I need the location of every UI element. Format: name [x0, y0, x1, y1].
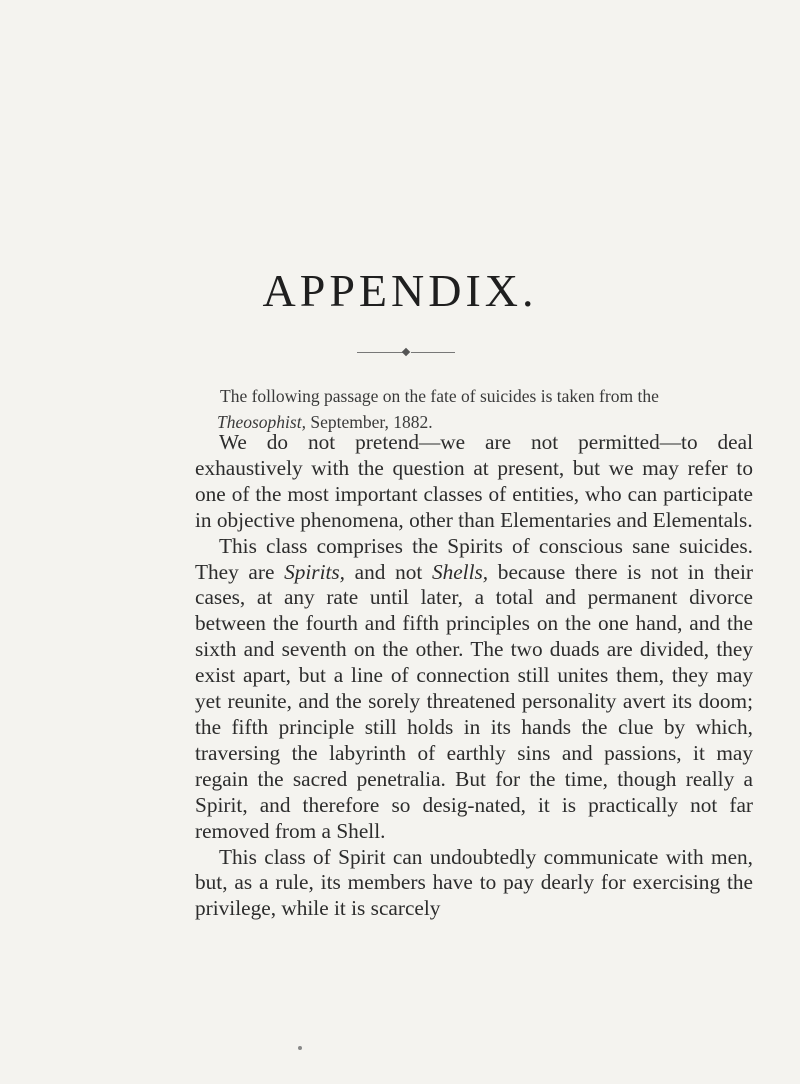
- paper-speck: [298, 1046, 302, 1050]
- intro-line: The following passage on the fate of suicides is taken from the: [220, 386, 659, 406]
- paragraph-2-part-3: because there is not in their cases, at any rate until later, a total and permanent divorce between the fourth and fifth principles on the one hand, and the sixth and seventh on the other. The two duads are divided, they exist apart, but a line of connection still unites them, they may yet reunite, and the sorely threatened personality avert its doom; the fifth principle still holds in its hands the clue by which, traversing the labyrinth of earthly sins and passions, it may regain the sacred penetralia. But for the time, though really a Spirit, and therefore so desig-nated, it is practically not far removed from a Shell.: [195, 559, 754, 843]
- page-title: APPENDIX.: [262, 265, 538, 316]
- intro-note: [217, 383, 750, 435]
- shells-term: Shells,: [431, 559, 489, 584]
- source-date: September, 1882.: [305, 412, 433, 432]
- spirits-term: Spirits,: [284, 559, 346, 584]
- paragraph-3: This class of Spirit can undoubtedly communicate with men, but, as a rule, its members have to pay dearly for exercising the privilege, while it is scarcely: [195, 844, 753, 921]
- source-title: Theosophist,: [217, 412, 306, 432]
- paragraph-2: [195, 534, 753, 845]
- paragraph-1: We do not pretend—we are not permitted—to deal exhaustively with the question at present, but we may refer to one of the most important classes of entities, who can participate in objective phenomena, other than Elementaries and Elementals.: [195, 430, 753, 532]
- paragraph-2-part-2: and not: [345, 559, 432, 584]
- divider-line-left: [357, 352, 403, 353]
- ornamental-divider: [357, 349, 455, 357]
- diamond-icon: [402, 348, 410, 356]
- body-text: [195, 430, 753, 922]
- divider-line-right: [411, 352, 455, 353]
- paragraph-2-part-1: This class comprises the Spirits of conscious sane suicides. They are: [195, 533, 753, 584]
